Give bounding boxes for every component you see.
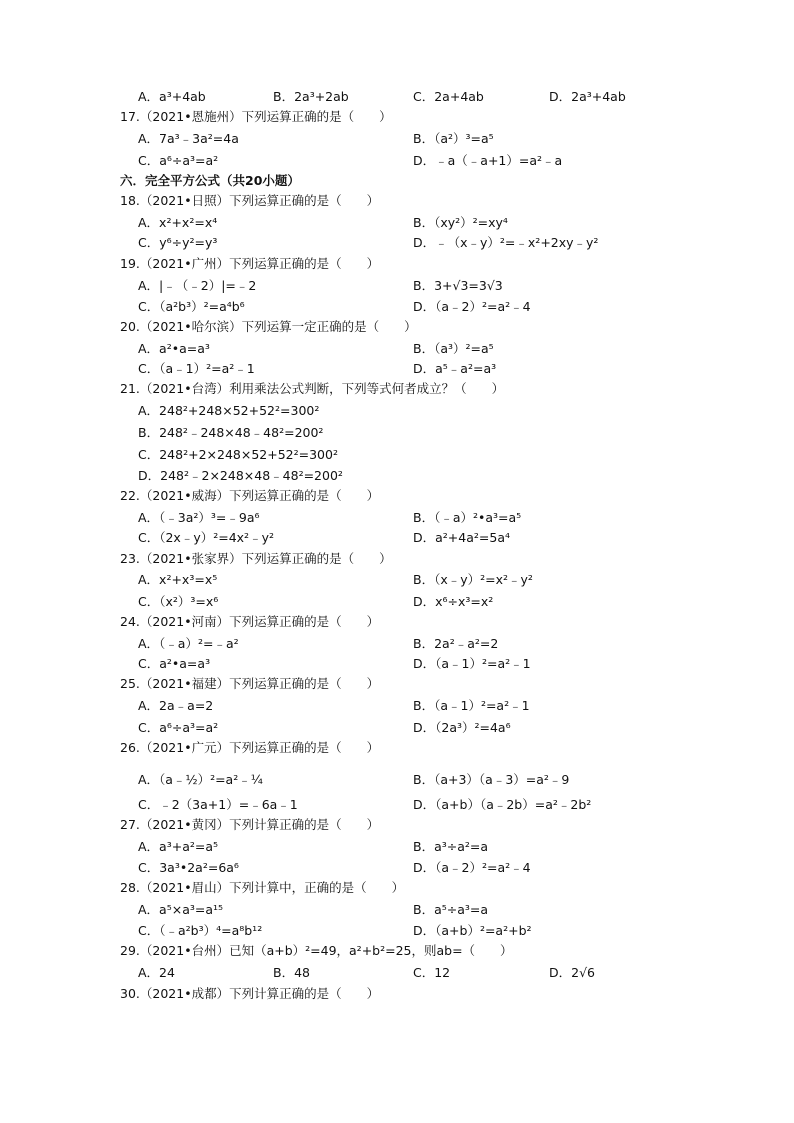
option-row <box>0 87 794 107</box>
option-row <box>0 963 794 983</box>
question-text: 20.（2021•哈尔滨）下列运算一定正确的是（ ） <box>120 319 417 334</box>
section-heading <box>0 171 794 191</box>
answer-option: D．（a+b）（a﹣2b）=a²﹣2b² <box>413 797 592 812</box>
answer-option: B．a³÷a²=a <box>413 839 489 854</box>
answer-option: B．48 <box>273 965 310 980</box>
option-row <box>0 151 794 171</box>
answer-option: C．（a²b³）²=a⁴b⁶ <box>138 299 245 314</box>
answer-option: C．y⁶÷y²=y³ <box>138 235 218 250</box>
question-stem <box>0 486 794 506</box>
option-row <box>0 423 794 443</box>
answer-option: D．（a﹣2）²=a²﹣4 <box>413 860 531 875</box>
option-row <box>0 762 794 798</box>
question-text: 28.（2021•眉山）下列计算中，正确的是（ ） <box>120 880 405 895</box>
answer-option: B．（x﹣y）²=x²﹣y² <box>413 572 533 587</box>
question-text: 22.（2021•威海）下列运算正确的是（ ） <box>120 488 380 503</box>
answer-option: A．7a³﹣3a²=4a <box>138 131 239 146</box>
question-text: 21.（2021•台湾）利用乘法公式判断，下列等式何者成立？（ ） <box>120 381 505 396</box>
answer-option: D．a²+4a²=5a⁴ <box>413 530 510 545</box>
answer-option: D．（a﹣1）²=a²﹣1 <box>413 656 531 671</box>
option-row <box>0 339 794 359</box>
question-stem <box>0 738 794 758</box>
question-text: 18.（2021•日照）下列运算正确的是（ ） <box>120 193 380 208</box>
answer-option: A．a⁵×a³=a¹⁵ <box>138 902 224 917</box>
question-stem <box>0 191 794 211</box>
answer-option: A．x²+x²=x⁴ <box>138 215 218 230</box>
answer-option: B．248²﹣248×48﹣48²=200² <box>138 425 324 440</box>
answer-option: A．a³+4ab <box>138 89 206 104</box>
answer-option: C．（﹣a²b³）⁴=a⁸b¹² <box>138 923 263 938</box>
question-stem <box>0 379 794 399</box>
answer-option: C．﹣2（3a+1）=﹣6a﹣1 <box>138 797 298 812</box>
answer-option: D．x⁶÷x³=x² <box>413 594 494 609</box>
answer-option: A．（﹣3a²）³=﹣9a⁶ <box>138 510 260 525</box>
answer-option: B．3+√3=3√3 <box>413 278 503 293</box>
option-row <box>0 837 794 857</box>
answer-option: D．248²﹣2×248×48﹣48²=200² <box>138 468 343 483</box>
question-stem <box>0 254 794 274</box>
answer-option: C．2a+4ab <box>413 89 484 104</box>
option-row <box>0 696 794 716</box>
question-stem <box>0 815 794 835</box>
answer-option: D．﹣（x﹣y）²=﹣x²+2xy﹣y² <box>413 235 599 250</box>
answer-option: B．a⁵÷a³=a <box>413 902 489 917</box>
answer-option: B．（a﹣1）²=a²﹣1 <box>413 698 530 713</box>
answer-option: B．（﹣a）²•a³=a⁵ <box>413 510 522 525</box>
option-row <box>0 592 794 612</box>
answer-option: A．x²+x³=x⁵ <box>138 572 218 587</box>
question-text: 23.（2021•张家界）下列运算正确的是（ ） <box>120 551 392 566</box>
option-row <box>0 445 794 465</box>
answer-option: A．a²•a=a³ <box>138 341 210 356</box>
answer-option: C．a⁶÷a³=a² <box>138 153 219 168</box>
answer-option: C．a⁶÷a³=a² <box>138 720 219 735</box>
question-text: 25.（2021•福建）下列运算正确的是（ ） <box>120 676 380 691</box>
option-row <box>0 466 794 486</box>
option-row <box>0 297 794 317</box>
question-text: 27.（2021•黄冈）下列计算正确的是（ ） <box>120 817 380 832</box>
option-row <box>0 233 794 253</box>
answer-option: B．（a²）³=a⁵ <box>413 131 494 146</box>
option-row <box>0 213 794 233</box>
question-stem <box>0 941 794 961</box>
option-row <box>0 921 794 941</box>
answer-option: B．2a³+2ab <box>273 89 349 104</box>
question-stem <box>0 878 794 898</box>
answer-option: C．（a﹣1）²=a²﹣1 <box>138 361 255 376</box>
option-row <box>0 900 794 920</box>
answer-option: D．（a﹣2）²=a²﹣4 <box>413 299 531 314</box>
option-row <box>0 570 794 590</box>
answer-option: C．a²•a=a³ <box>138 656 211 671</box>
option-row <box>0 858 794 878</box>
question-stem <box>0 107 794 127</box>
option-row <box>0 654 794 674</box>
question-text: 26.（2021•广元）下列运算正确的是（ ） <box>120 740 380 755</box>
answer-option: C．12 <box>413 965 451 980</box>
question-stem <box>0 317 794 337</box>
answer-option: D．（2a³）²=4a⁶ <box>413 720 511 735</box>
answer-option: A．（﹣a）²=﹣a² <box>138 636 239 651</box>
option-row <box>0 129 794 149</box>
question-text: 19.（2021•广州）下列运算正确的是（ ） <box>120 256 380 271</box>
answer-option: A．a³+a²=a⁵ <box>138 839 219 854</box>
option-row <box>0 528 794 548</box>
option-row <box>0 718 794 738</box>
question-text: 29.（2021•台州）已知（a+b）²=49，a²+b²=25，则ab=（ ） <box>120 943 513 958</box>
option-row <box>0 634 794 654</box>
option-row <box>0 359 794 379</box>
answer-option: A．|﹣（﹣2）|=﹣2 <box>138 278 257 293</box>
option-row <box>0 276 794 296</box>
question-stem <box>0 549 794 569</box>
answer-option: A．248²+248×52+52²=300² <box>138 403 320 418</box>
question-text: 24.（2021•河南）下列运算正确的是（ ） <box>120 614 380 629</box>
question-text: 17.（2021•恩施州）下列运算正确的是（ ） <box>120 109 392 124</box>
question-text: 30.（2021•成都）下列计算正确的是（ ） <box>120 986 380 1001</box>
section-title: 六．完全平方公式（共20小题） <box>120 173 300 188</box>
question-stem <box>0 984 794 1004</box>
question-stem <box>0 674 794 694</box>
option-row <box>0 795 794 815</box>
answer-option: C．3a³•2a²=6a⁶ <box>138 860 239 875</box>
answer-option: B．（a+3）（a﹣3）=a²﹣9 <box>413 772 570 787</box>
answer-option: C．（x²）³=x⁶ <box>138 594 219 609</box>
option-row <box>0 508 794 528</box>
answer-option: B．2a²﹣a²=2 <box>413 636 499 651</box>
answer-option: C．（2x﹣y）²=4x²﹣y² <box>138 530 274 545</box>
answer-option: A．24 <box>138 965 175 980</box>
answer-option: B．（a³）²=a⁵ <box>413 341 494 356</box>
answer-option: D．（a+b）²=a²+b² <box>413 923 532 938</box>
answer-option: D．a⁵﹣a²=a³ <box>413 361 497 376</box>
answer-option: D．﹣a（﹣a+1）=a²﹣a <box>413 153 563 168</box>
option-row <box>0 401 794 421</box>
question-stem <box>0 612 794 632</box>
answer-option: B．（xy²）²=xy⁴ <box>413 215 508 230</box>
answer-option: D．2√6 <box>549 965 595 980</box>
answer-option: D．2a³+4ab <box>549 89 626 104</box>
answer-option: A．（a﹣½）²=a²﹣¼ <box>138 772 263 787</box>
answer-option: C．248²+2×248×52+52²=300² <box>138 447 338 462</box>
answer-option: A．2a﹣a=2 <box>138 698 214 713</box>
